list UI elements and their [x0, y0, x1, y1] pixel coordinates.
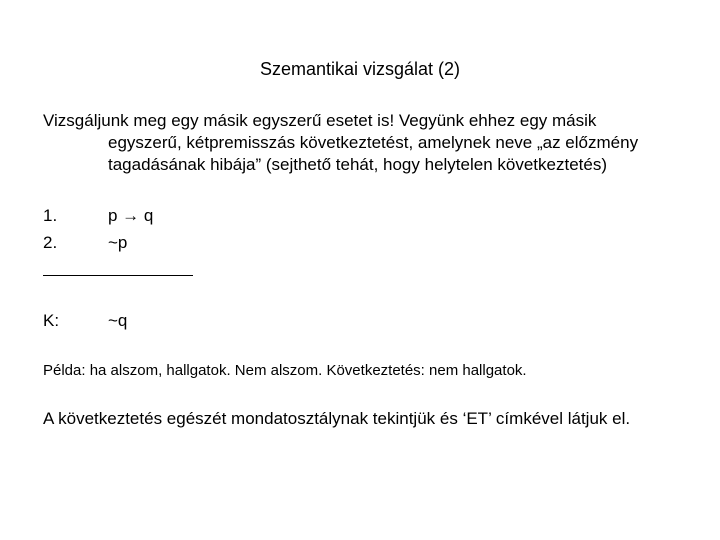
premise-label: 1.	[43, 206, 58, 225]
conclusion-label: K:	[43, 311, 60, 330]
closing-text: A következtetés egészét mondatosztálynak tekintjük és ‘ET’ címkével látjuk el.	[43, 409, 631, 428]
slide-title: Szemantikai vizsgálat (2)	[259, 59, 461, 79]
intro-paragraph	[43, 110, 693, 176]
premise-2	[43, 232, 127, 254]
inference-line	[43, 275, 193, 276]
conclusion	[43, 310, 127, 332]
premise-formula: p → q	[108, 206, 154, 225]
premise-1	[43, 205, 153, 227]
premise-formula: ~p	[108, 233, 128, 252]
intro-line: egyszerű, kétpremisszás következtetést, amelynek neve „az előzmény	[108, 133, 639, 152]
example-text: Példa: ha alszom, hallgatok. Nem alszom. Következtetés: nem hallgatok.	[43, 362, 527, 379]
intro-line: tagadásának hibája” (sejthető tehát, hogy helytelen következtetés)	[108, 155, 607, 174]
intro-line: Vizsgáljunk meg egy másik egyszerű esetet is! Vegyünk ehhez egy másik	[43, 111, 597, 130]
premise-label: 2.	[43, 233, 58, 252]
conclusion-formula: ~q	[108, 311, 128, 330]
